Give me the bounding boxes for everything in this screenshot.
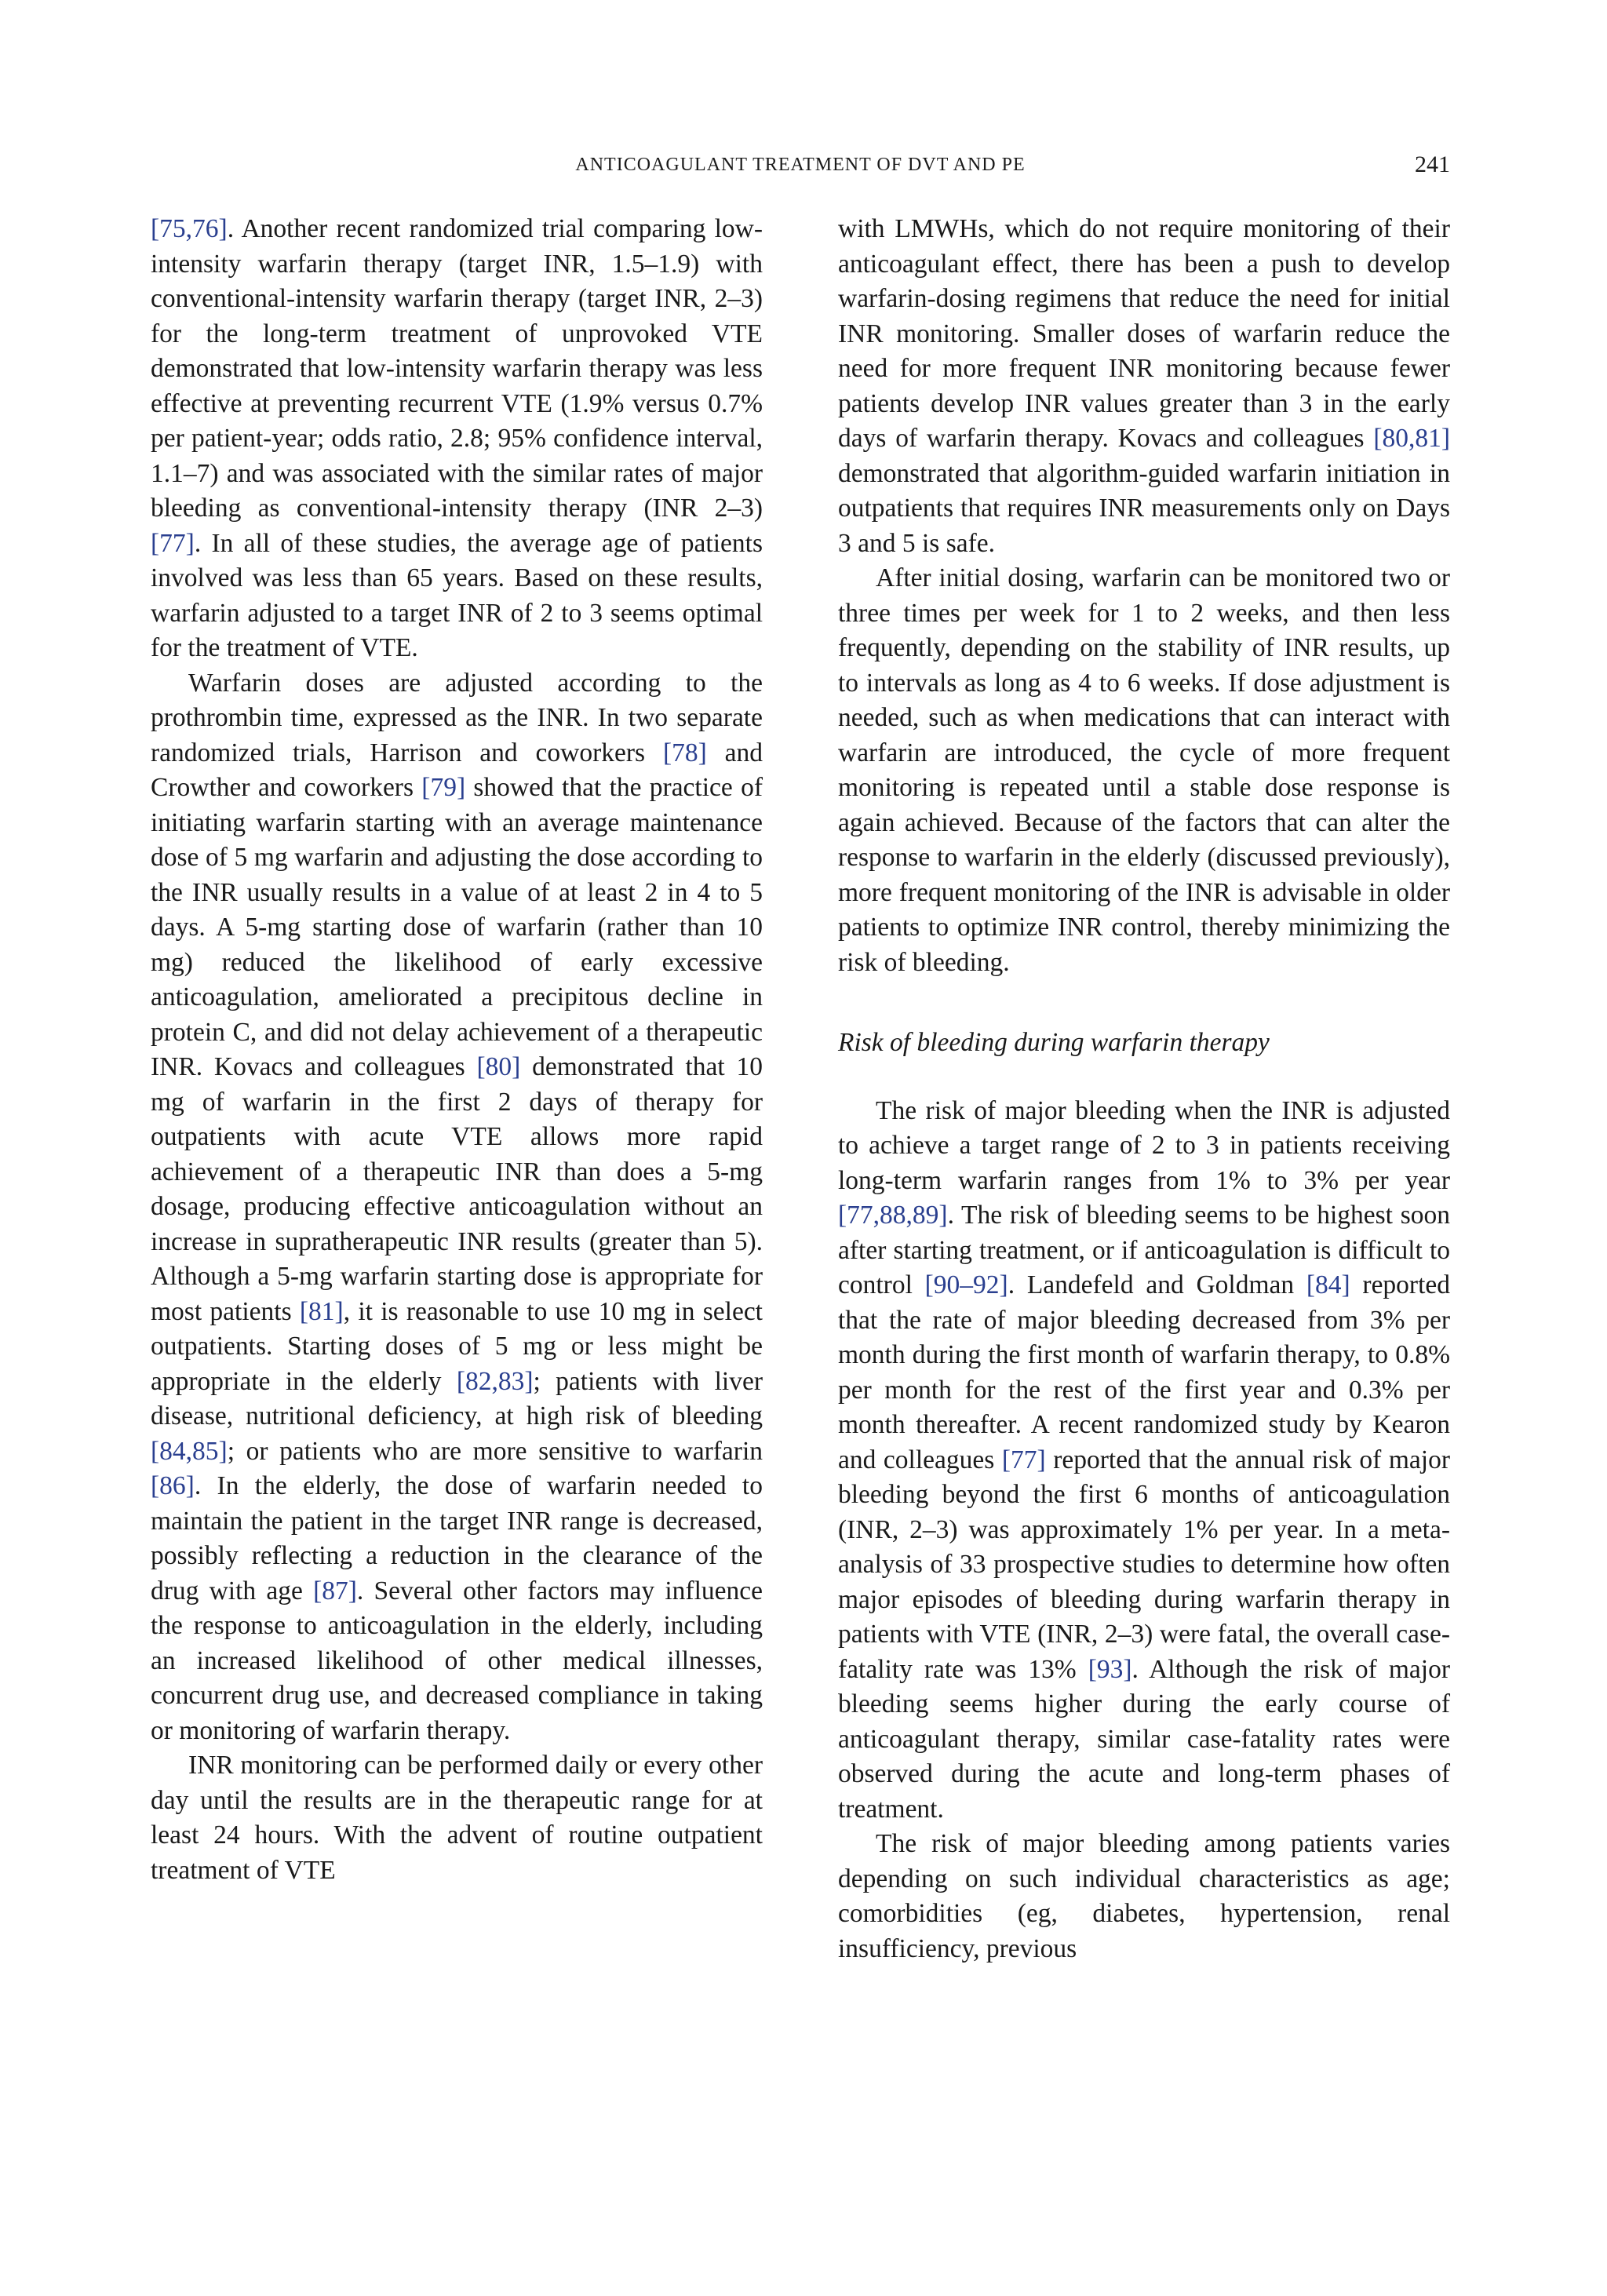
- running-title: ANTICOAGULANT TREATMENT OF DVT AND PE: [575, 155, 1026, 175]
- citation-link[interactable]: [84]: [1306, 1270, 1350, 1299]
- text-run: . In all of these studies, the average age of patients involved was less than 65 years. Based on these results, warfarin adjusted to a target INR of 2 to 3 seems optimal for the treatment of VTE.: [151, 528, 763, 662]
- right-column: [838, 212, 1450, 1966]
- text-run: After initial dosing, warfarin can be monitored two or three times per week for 1 to 2 weeks, and then less frequently, depending on the stability of INR results, up to intervals as long as 4 to 6 weeks. If dose adjustment is needed, such as when medications that can interact with warfarin are introduced, the cycle of more frequent monitoring is repeated until a stable dose response is again achieved. Because of the factors that can alter the response to warfarin in the elderly (discussed previously), more frequent monitoring of the INR is advisable in older patients to optimize INR control, thereby minimizing the risk of bleeding.: [838, 563, 1450, 977]
- text-run: The risk of major bleeding when the INR is adjusted to achieve a target range of 2 to 3 in patients receiving long-term warfarin ranges from 1% to 3% per year: [838, 1095, 1450, 1195]
- text-run: showed that the practice of initiating warfarin starting with an average maintenance dose of 5 mg warfarin and adjusting the dose according to the INR usually results in a value of at least 2 in 4 to 5 days. A 5-mg starting dose of warfarin (rather than 10 mg) reduced the likelihood of early excessive anticoagulation, ameliorated a precipitous decline in protein C, and did not delay achievement of a therapeutic INR. Kovacs and colleagues: [151, 773, 763, 1081]
- citation-link[interactable]: [86]: [151, 1471, 195, 1500]
- text-run: The risk of major bleeding among patients varies depending on such individual characteristics as age; comorbidities (eg, diabetes, hypertension, renal insufficiency, previous: [838, 1829, 1450, 1963]
- citation-link[interactable]: [82,83]: [456, 1366, 534, 1396]
- text-run: reported that the rate of major bleeding decreased from 3% per month during the first month of warfarin therapy, to 0.8% per month for the rest of the first year and 0.3% per month thereafter. A recent randomized study by Kearon and colleagues: [838, 1270, 1451, 1474]
- paragraph: [838, 1094, 1450, 1828]
- citation-link[interactable]: [77]: [151, 528, 195, 558]
- paragraph: [151, 666, 763, 1749]
- text-run: with LMWHs, which do not require monitoring of their anticoagulant effect, there has been a push to develop warfarin-dosing regimens that reduce the need for initial INR monitoring. Smaller doses of warfarin reduce the need for more frequent INR monitoring because fewer patients develop INR values greater than 3 in the early days of warfarin therapy. Kovacs and colleagues: [838, 214, 1450, 453]
- citation-link[interactable]: [75,76]: [151, 214, 228, 243]
- running-head: [151, 149, 1450, 180]
- text-run: ; or patients who are more sensitive to warfarin: [227, 1436, 763, 1466]
- section-heading: Risk of bleeding during warfarin therapy: [838, 1028, 1270, 1057]
- text-run: reported that the annual risk of major bleeding beyond the first 6 months of anticoagulation (INR, 2–3) was approximately 1% per year. In a meta-analysis of 33 prospective studies to determine how often major episodes of bleeding during warfarin therapy in patients with VTE (INR, 2–3) were fatal, the overall case-fatality rate was 13%: [838, 1445, 1450, 1684]
- text-run: demonstrated that algorithm-guided warfarin initiation in outpatients that requires INR measurements only on Days 3 and 5 is safe.: [838, 458, 1450, 558]
- text-run: demonstrated that 10 mg of warfarin in the first 2 days of therapy for outpatients with acute VTE allows more rapid achievement of a therapeutic INR than does a 5-mg dosage, producing effective anticoagulation without an increase in supratherapeutic INR results (greater than 5). Although a 5-mg warfarin starting dose is appropriate for most patients: [151, 1052, 763, 1326]
- paragraph: [838, 1827, 1450, 1966]
- citation-link[interactable]: [87]: [313, 1576, 357, 1605]
- paragraph: [151, 1748, 763, 1888]
- text-run: . Another recent randomized trial comparing low-intensity warfarin therapy (target INR, 1.5–1.9) with conventional-intensity warfarin therapy (target INR, 2–3) for the long-term treatment of unprovoked VTE demonstrated that low-intensity warfarin therapy was less effective at preventing recurrent VTE (1.9% versus 0.7% per patient-year; odds ratio, 2.8; 95% confidence interval, 1.1–7) and was associated with the similar rates of major bleeding as conventional-intensity therapy (INR 2–3): [151, 214, 763, 523]
- citation-link[interactable]: [78]: [662, 738, 707, 767]
- text-run: . Landefeld and Goldman: [1008, 1270, 1306, 1299]
- citation-link[interactable]: [84,85]: [151, 1436, 228, 1466]
- text-run: INR monitoring can be performed daily or every other day until the results are in the therapeutic range for at least 24 hours. With the advent of routine outpatient treatment of VTE: [151, 1751, 763, 1885]
- text-run: . Several other factors may influence the response to anticoagulation in the elderly, including an increased likelihood of other medical illnesses, concurrent drug use, and decreased compliance in taking or monitoring of warfarin therapy.: [151, 1576, 763, 1745]
- citation-link[interactable]: [77,88,89]: [838, 1201, 948, 1230]
- text-run: , it is reasonable to use 10 mg in select outpatients. Starting doses of 5 mg or less might be appropriate in the elderly: [151, 1296, 763, 1396]
- citation-link[interactable]: [79]: [421, 773, 466, 802]
- text-run: . Although the risk of major bleeding seems higher during the early course of anticoagulant therapy, similar case-fatality rates were observed during the acute and long-term phases of treatment.: [838, 1654, 1451, 1824]
- paragraph: [151, 212, 763, 666]
- text-run: . The risk of bleeding seems to be highest soon after starting treatment, or if anticoagulation is difficult to control: [838, 1201, 1450, 1299]
- citation-link[interactable]: [77]: [1001, 1445, 1046, 1474]
- text-run: and Crowther and coworkers: [151, 738, 763, 802]
- text-run: Warfarin doses are adjusted according to the prothrombin time, expressed as the INR. In two separate randomized trials, Harrison and coworkers: [151, 668, 763, 767]
- paragraph: [838, 212, 1450, 561]
- text-run: ; patients with liver disease, nutritional deficiency, at high risk of bleeding: [151, 1366, 763, 1430]
- citation-link[interactable]: [93]: [1088, 1654, 1132, 1684]
- citation-link[interactable]: [81]: [299, 1296, 344, 1326]
- citation-link[interactable]: [90–92]: [924, 1270, 1008, 1299]
- citation-link[interactable]: [80]: [476, 1052, 521, 1081]
- left-column: [151, 212, 763, 1888]
- citation-link[interactable]: [80,81]: [1373, 424, 1450, 453]
- paragraph: [838, 561, 1450, 980]
- text-run: . In the elderly, the dose of warfarin needed to maintain the patient in the target INR range is decreased, possibly reflecting a reduction in the clearance of the drug with age: [151, 1471, 763, 1605]
- page-number: 241: [1415, 151, 1450, 177]
